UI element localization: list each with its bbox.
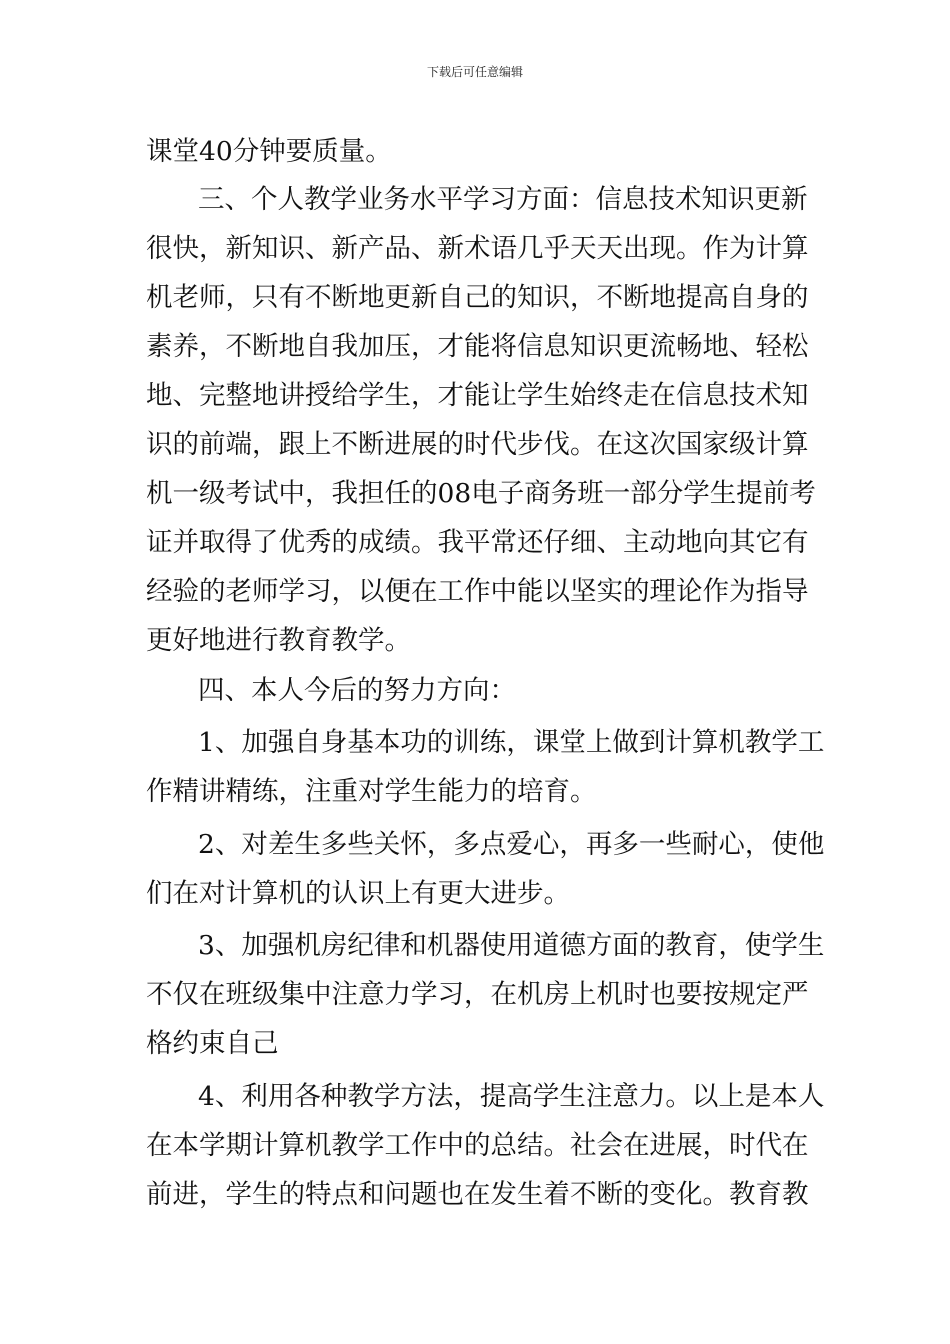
text-line: 不仅在班级集中注意力学习，在机房上机时也要按规定严 <box>146 979 809 1010</box>
paragraph-first-line: 4、利用各种教学方法，提高学生注意力。以上是本人 <box>198 1081 825 1112</box>
text-line: 课堂40分钟要质量。 <box>146 136 392 167</box>
text-line: 素养，不断地自我加压，才能将信息知识更流畅地、轻松 <box>146 331 809 362</box>
text-line: 证并取得了优秀的成绩。我平常还仔细、主动地向其它有 <box>146 527 809 558</box>
section-heading: 四、本人今后的努力方向： <box>198 675 516 706</box>
paragraph-first-line: 3、加强机房纪律和机器使用道德方面的教育，使学生 <box>198 930 825 961</box>
text-line: 作精讲精练，注重对学生能力的培育。 <box>146 776 597 807</box>
text-line: 机一级考试中，我担任的08电子商务班一部分学生提前考 <box>146 478 816 509</box>
text-line: 在本学期计算机教学工作中的总结。社会在进展，时代在 <box>146 1130 809 1161</box>
text-line: 很快，新知识、新产品、新术语几乎天天出现。作为计算 <box>146 233 809 264</box>
paragraph-first-line: 三、个人教学业务水平学习方面：信息技术知识更新 <box>198 184 808 215</box>
text-line: 经验的老师学习，以便在工作中能以坚实的理论作为指导 <box>146 576 809 607</box>
paragraph-first-line: 1、加强自身基本功的训练，课堂上做到计算机教学工 <box>198 727 825 758</box>
text-line: 前进，学生的特点和问题也在发生着不断的变化。教育教 <box>146 1179 809 1210</box>
text-line: 地、完整地讲授给学生，才能让学生始终走在信息技术知 <box>146 380 809 411</box>
text-line: 格约束自己 <box>146 1028 279 1059</box>
text-line: 机老师，只有不断地更新自己的知识，不断地提高自身的 <box>146 282 809 313</box>
paragraph-first-line: 2、对差生多些关怀，多点爱心，再多一些耐心，使他 <box>198 829 825 860</box>
text-line: 更好地进行教育教学。 <box>146 625 411 656</box>
page-header: 下载后可任意编辑 <box>426 65 523 79</box>
text-line: 们在对计算机的认识上有更大进步。 <box>146 878 570 909</box>
text-line: 识的前端，跟上不断进展的时代步伐。在这次国家级计算 <box>146 429 809 460</box>
